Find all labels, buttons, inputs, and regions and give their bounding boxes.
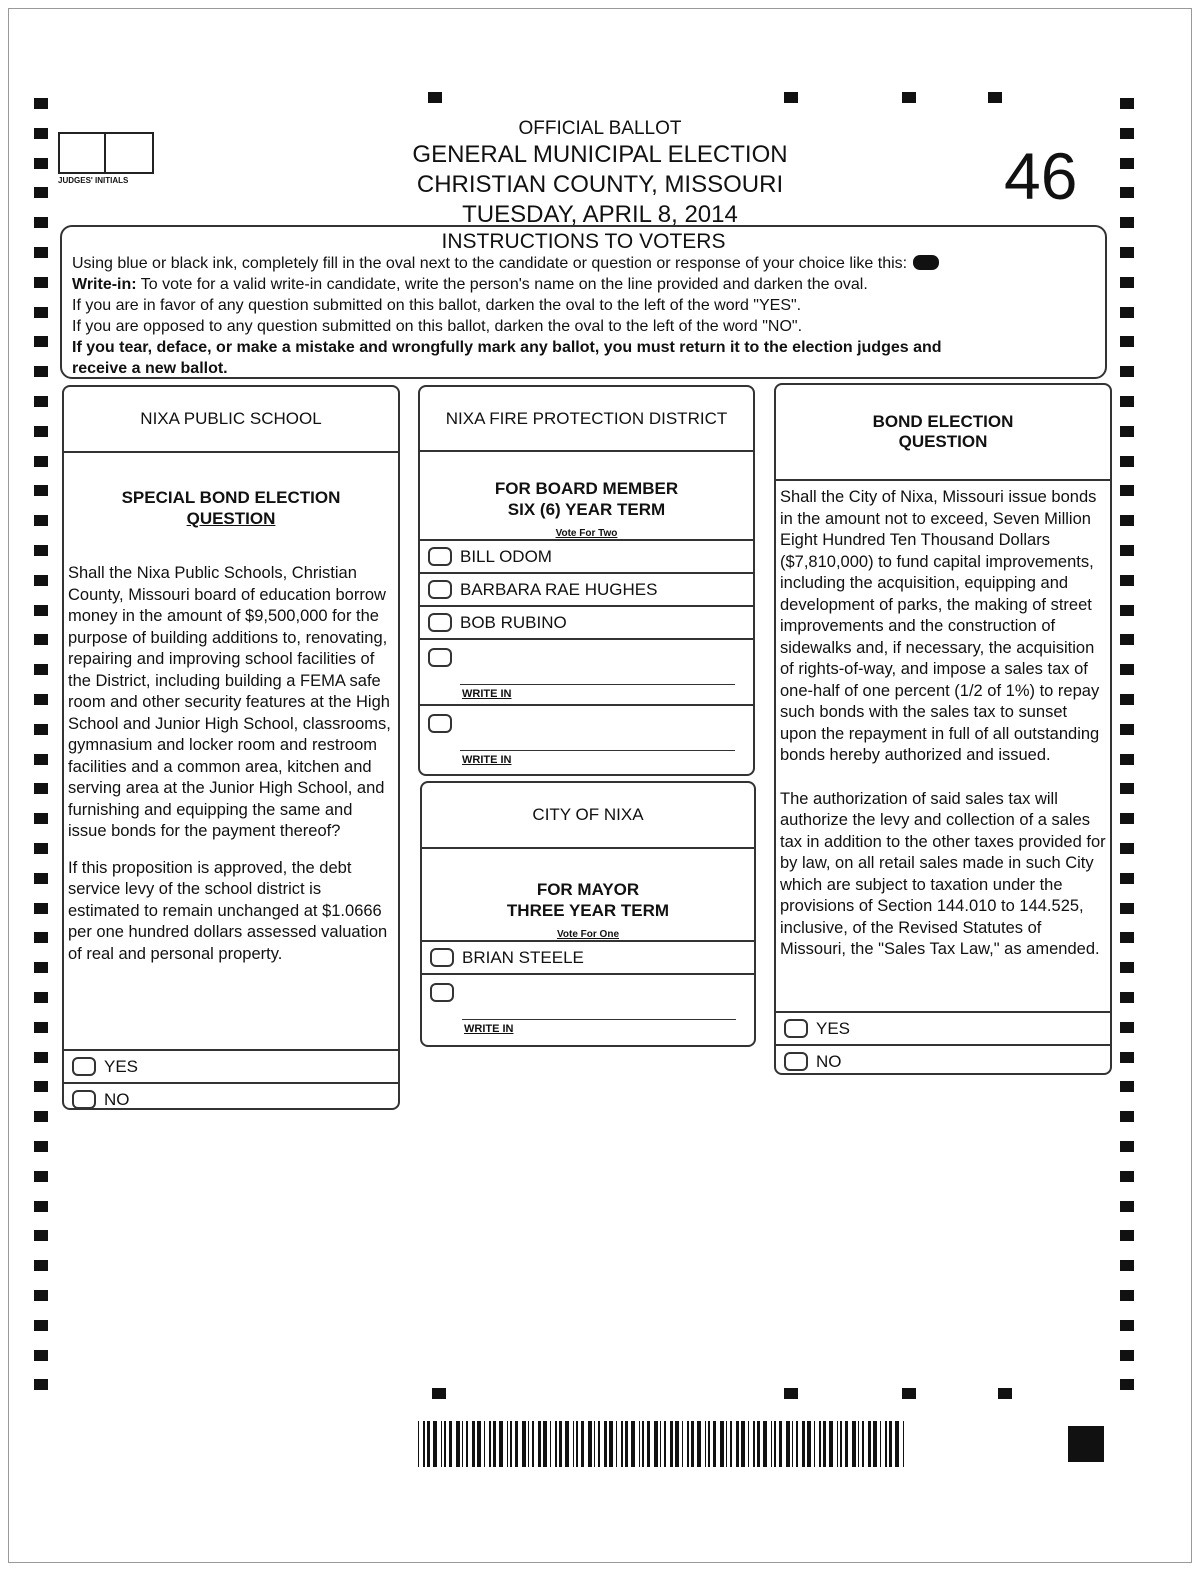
barcode-bar-3 [433,1421,437,1467]
barcode-bar-58 [736,1421,739,1467]
barcode-bar-31 [588,1421,592,1467]
fire-candidate-1[interactable] [420,539,753,572]
school-levy-text: If this proposition is approved, the debt service levy of the school district is estimated to remain unchanged at $1.0666 per one hundred dollars assessed valuation of real and personal property. [68,858,388,963]
fire-candidate-2-name: BARBARA RAE HUGHES [460,579,658,599]
timing-mark-left-6 [34,277,48,288]
barcode-bar-47 [675,1421,679,1467]
election-date: TUESDAY, APRIL 8, 2014 [462,201,738,228]
timing-mark-left-1 [34,128,48,139]
timing-mark-left-35 [34,1141,48,1152]
mayor-writein[interactable] [422,973,754,1039]
mayor-writein-line[interactable] [462,1019,736,1020]
timing-mark-left-9 [34,366,48,377]
timing-mark-right-6 [1120,277,1134,288]
barcode-bar-34 [604,1421,607,1467]
election-title: GENERAL MUNICIPAL ELECTION [412,141,788,168]
timing-mark-left-21 [34,724,48,735]
barcode-bar-53 [708,1421,710,1467]
official-ballot-title: OFFICIAL BALLOT [518,118,682,139]
barcode-bar-24 [550,1421,551,1467]
timing-mark-left-7 [34,307,48,318]
bond-yes-oval[interactable] [784,1019,808,1038]
barcode-bar-80 [858,1421,859,1467]
timing-mark-right-36 [1120,1171,1134,1182]
timing-mark-left-19 [34,664,48,675]
barcode-bar-52 [705,1421,706,1467]
barcode-bar-12 [484,1421,485,1467]
barcode-bar-1 [423,1421,425,1467]
barcode-bar-67 [786,1421,790,1467]
bond-option-yes[interactable] [776,1011,1110,1044]
timing-mark-left-0 [34,98,48,109]
timing-mark-right-32 [1120,1052,1134,1063]
timing-mark-left-2 [34,158,48,169]
timing-mark-right-15 [1120,545,1134,556]
mayor-candidate-1[interactable] [422,940,754,973]
timing-mark-right-41 [1120,1320,1134,1331]
timing-mark-left-26 [34,873,48,884]
school-subhead-1: SPECIAL BOND ELECTION [121,488,341,507]
fire-writein-2[interactable] [420,704,753,770]
city-heading: CITY OF NIXA [422,783,754,849]
bond-heading-2: QUESTION [898,432,988,451]
timing-mark-right-34 [1120,1111,1134,1122]
barcode-bar-13 [489,1421,491,1467]
timing-mark-left-13 [34,485,48,496]
barcode-bar-83 [873,1421,877,1467]
timing-mark-left-42 [34,1350,48,1361]
barcode-bar-40 [639,1421,640,1467]
timing-mark-left-3 [34,187,48,198]
fire-contest [418,385,755,776]
barcode-bar-85 [885,1421,887,1467]
barcode-bar-8 [462,1421,463,1467]
timing-mark-top-0 [428,92,442,103]
timing-mark-right-14 [1120,515,1134,526]
timing-mark-right-5 [1120,247,1134,258]
barcode-bar-5 [444,1421,446,1467]
fire-candidate-2-oval[interactable] [428,580,452,599]
barcode-bar-43 [654,1421,658,1467]
timing-mark-left-41 [34,1320,48,1331]
timing-mark-right-4 [1120,217,1134,228]
mayor-subhead-1: FOR MAYOR [536,880,640,899]
timing-mark-left-43 [34,1379,48,1390]
barcode-bar-81 [862,1421,864,1467]
barcode-bar-2 [427,1421,430,1467]
timing-mark-right-26 [1120,873,1134,884]
timing-mark-right-9 [1120,366,1134,377]
timing-mark-right-38 [1120,1230,1134,1241]
judges-initials-box-2[interactable] [106,132,154,174]
school-yes-label: YES [104,1056,139,1076]
fire-candidate-1-name: BILL ODOM [460,546,552,566]
timing-mark-right-16 [1120,575,1134,586]
instructions-line-favor: If you are in favor of any question submitted on this ballot, darken the oval to the left of the word "YES". [72,297,802,314]
fire-candidate-2[interactable] [420,572,753,605]
timing-mark-left-34 [34,1111,48,1122]
fire-subhead-1: FOR BOARD MEMBER [494,479,679,498]
timing-mark-right-2 [1120,158,1134,169]
instructions-box [60,225,1107,379]
barcode-bar-55 [720,1421,724,1467]
timing-mark-right-35 [1120,1141,1134,1152]
timing-mark-left-24 [34,813,48,824]
timing-mark-right-13 [1120,485,1134,496]
barcode-bar-73 [819,1421,821,1467]
barcode-bar-66 [779,1421,782,1467]
timing-mark-right-21 [1120,724,1134,735]
barcode-bar-15 [499,1421,503,1467]
instructions-line-opposed: If you are opposed to any question submitted on this ballot, darken the oval to the left of the word "NO". [72,318,803,335]
barcode-bar-11 [477,1421,481,1467]
barcode-bar-14 [493,1421,496,1467]
barcode-bar-4 [441,1421,442,1467]
barcode-bar-18 [515,1421,518,1467]
timing-mark-left-30 [34,992,48,1003]
bond-option-no[interactable] [776,1044,1110,1077]
timing-mark-left-28 [34,932,48,943]
barcode-bar-75 [829,1421,833,1467]
barcode-bar-59 [741,1421,745,1467]
timing-mark-left-22 [34,754,48,765]
barcode-bar-21 [532,1421,534,1467]
barcode-bar-38 [625,1421,628,1467]
instructions-fill-text: Using blue or black ink, completely fill in the oval next to the candidate or question or response of your choice like this: [72,255,908,272]
barcode-bar-49 [687,1421,689,1467]
timing-mark-right-24 [1120,813,1134,824]
county-title: CHRISTIAN COUNTY, MISSOURI [416,171,784,198]
fire-writein-1-label: WRITE IN [462,688,512,700]
mayor-vote-for: Vote For One [556,929,620,940]
barcode-bar-57 [730,1421,732,1467]
instructions-title: INSTRUCTIONS TO VOTERS [441,230,726,253]
barcode-bar-84 [880,1421,881,1467]
timing-mark-left-38 [34,1230,48,1241]
timing-mark-left-37 [34,1201,48,1212]
barcode-bar-61 [753,1421,755,1467]
barcode-bar-54 [713,1421,716,1467]
barcode-bar-87 [895,1421,899,1467]
timing-mark-left-33 [34,1081,48,1092]
barcode-bar-28 [573,1421,574,1467]
fire-candidate-3-name: BOB RUBINO [460,612,567,632]
fire-heading: NIXA FIRE PROTECTION DISTRICT [420,387,753,452]
barcode-bar-36 [616,1421,617,1467]
timing-mark-right-12 [1120,456,1134,467]
timing-mark-left-16 [34,575,48,586]
barcode-bar-68 [792,1421,793,1467]
timing-mark-right-18 [1120,634,1134,645]
instructions-line-writein [72,274,1095,295]
fire-writein-1-oval[interactable] [428,648,452,667]
barcode-bar-71 [807,1421,811,1467]
barcode-bar-39 [631,1421,635,1467]
barcode-bar-6 [449,1421,452,1467]
school-yes-oval[interactable] [72,1057,96,1076]
fire-writein-1[interactable] [420,638,753,704]
school-heading: NIXA PUBLIC SCHOOL [64,387,398,453]
timing-mark-right-10 [1120,396,1134,407]
timing-mark-right-29 [1120,962,1134,973]
timing-mark-bottom-3 [998,1388,1012,1399]
fire-subhead-2: SIX (6) YEAR TERM [507,500,666,519]
barcode-bar-16 [507,1421,508,1467]
timing-mark-top-1 [784,92,798,103]
barcode-bar-74 [823,1421,826,1467]
barcode-bar-20 [528,1421,529,1467]
timing-mark-right-25 [1120,843,1134,854]
timing-mark-left-12 [34,456,48,467]
barcode-bar-45 [664,1421,666,1467]
timing-mark-right-43 [1120,1379,1134,1390]
timing-mark-right-0 [1120,98,1134,109]
timing-mark-left-8 [34,336,48,347]
school-no-label: NO [104,1089,130,1109]
barcode-bar-62 [757,1421,760,1467]
fire-writein-1-line[interactable] [460,684,735,685]
barcode-bar-37 [621,1421,623,1467]
corner-registration-mark [1068,1426,1104,1462]
instructions-line-tear-1: If you tear, deface, or make a mistake and wrongfully mark any ballot, you must return it to the election judges and [72,339,942,356]
timing-mark-left-23 [34,783,48,794]
timing-mark-left-17 [34,605,48,616]
barcode-bar-10 [472,1421,475,1467]
timing-mark-left-39 [34,1260,48,1271]
barcode-bar-7 [456,1421,460,1467]
barcode-bar-70 [802,1421,805,1467]
timing-mark-right-30 [1120,992,1134,1003]
fire-candidate-3[interactable] [420,605,753,638]
timing-mark-right-39 [1120,1260,1134,1271]
barcode-bar-17 [510,1421,512,1467]
mayor-contest [420,781,756,1047]
judges-initials-label: JUDGES' INITIALS [58,176,129,185]
timing-mark-left-14 [34,515,48,526]
school-question-text: Shall the Nixa Public Schools, Christian County, Missouri board of education borrow money in the amount of $9,500,000 for the purpose of building additions to, renovating, repairing and improving school facilities of the District, including building a FEMA safe room and other security features at the High School and Junior High School, classrooms, gymnasium and locker room and restroom facilities and a common area, kitchen and serving area at the Junior High School, and furnishing and equipping the same and issue bonds for the payment thereof? [68,564,391,840]
barcode-bar-69 [796,1421,798,1467]
timing-mark-right-7 [1120,307,1134,318]
barcode-bar-56 [726,1421,727,1467]
mayor-writein-oval[interactable] [430,983,454,1002]
bond-contest [774,383,1112,1075]
writein-label: Write-in: [72,276,137,293]
fire-writein-2-line[interactable] [460,750,735,751]
timing-mark-top-3 [988,92,1002,103]
school-subhead-2: QUESTION [186,509,276,528]
timing-mark-right-20 [1120,694,1134,705]
bond-question-text: Shall the City of Nixa, Missouri issue bonds in the amount not to exceed, Seven Million Eight Hundred Ten Thousand Dollars ($7,810,000) to fund capital improvements, including the acquisition, equipping and development of parks, the making of street improvements and the construction of sidewalks and, if necessary, the acquisition of rights-of-way, and impose a sales tax of one-half of one percent (1/2 of 1%) to repay such bonds with the sales tax to sunset upon the repayment in full of all outstanding bonds hereby authorized and issued. [780,488,1100,764]
timing-mark-right-28 [1120,932,1134,943]
timing-mark-left-4 [34,217,48,228]
instructions-line-fill [72,253,1095,274]
barcode-bar-72 [814,1421,815,1467]
ballot-style-number: 46 [1004,139,1078,213]
timing-mark-left-29 [34,962,48,973]
timing-mark-left-5 [34,247,48,258]
barcode-bar-77 [840,1421,842,1467]
bond-heading-1: BOND ELECTION [872,412,1014,431]
timing-mark-left-32 [34,1052,48,1063]
bond-no-label: NO [816,1051,842,1071]
fire-writein-2-oval[interactable] [428,714,452,733]
timing-mark-left-11 [34,426,48,437]
timing-mark-right-33 [1120,1081,1134,1092]
fire-writein-2-label: WRITE IN [462,754,512,766]
barcode-bar-23 [543,1421,547,1467]
bond-yes-label: YES [816,1018,851,1038]
timing-mark-right-31 [1120,1022,1134,1033]
barcode-bar-35 [609,1421,613,1467]
mayor-writein-label: WRITE IN [464,1023,514,1035]
judges-initials [58,132,154,185]
timing-mark-right-27 [1120,903,1134,914]
barcode-bar-9 [466,1421,468,1467]
bond-heading [776,385,1110,481]
mayor-candidate-1-oval[interactable] [430,948,454,967]
barcode-bar-27 [565,1421,569,1467]
barcode-bar-33 [598,1421,600,1467]
school-option-yes[interactable] [64,1049,398,1082]
barcode-bar-64 [771,1421,772,1467]
timing-mark-left-15 [34,545,48,556]
mayor-subhead-2: THREE YEAR TERM [506,901,670,920]
fire-candidate-3-oval[interactable] [428,613,452,632]
barcode-bar-86 [889,1421,892,1467]
bond-no-oval[interactable] [784,1052,808,1071]
barcode-bar-26 [559,1421,562,1467]
barcode-bar-32 [594,1421,595,1467]
mayor-candidate-1-name: BRIAN STEELE [462,947,584,967]
barcode-bar-22 [538,1421,541,1467]
barcode-bar-44 [660,1421,661,1467]
timing-mark-right-8 [1120,336,1134,347]
barcode-bar-60 [748,1421,749,1467]
timing-mark-right-1 [1120,128,1134,139]
timing-mark-top-2 [902,92,916,103]
barcode-bar-82 [868,1421,871,1467]
fire-candidate-1-oval[interactable] [428,547,452,566]
barcode-bar-48 [682,1421,683,1467]
ballot-header [330,118,870,230]
timing-mark-right-22 [1120,754,1134,765]
timing-mark-left-20 [34,694,48,705]
timing-mark-left-18 [34,634,48,645]
timing-mark-bottom-0 [432,1388,446,1399]
timing-mark-right-3 [1120,187,1134,198]
timing-mark-right-40 [1120,1290,1134,1301]
barcode-bar-63 [763,1421,767,1467]
timing-mark-left-40 [34,1290,48,1301]
barcode-bar-30 [581,1421,584,1467]
barcode-bar-76 [837,1421,838,1467]
barcode-bar-79 [852,1421,856,1467]
bond-authorization-text: The authorization of said sales tax will authorize the levy and collection of a sales tax in addition to the other taxes provided for by law, on all retail sales made in such City which are subject to taxation under the provisions of Section 144.010 to 144.525, inclusive, of the Revised Statutes of Missouri, the "Sales Tax Law," as amended. [780,789,1106,958]
barcode-bar-41 [642,1421,644,1467]
barcode-bar-25 [555,1421,557,1467]
barcode-bar-78 [845,1421,848,1467]
timing-mark-left-10 [34,396,48,407]
barcode-bar-50 [691,1421,694,1467]
judges-initials-box-1[interactable] [58,132,106,174]
ballot-barcode [418,1421,906,1467]
school-no-oval[interactable] [72,1090,96,1109]
timing-mark-left-25 [34,843,48,854]
timing-mark-right-11 [1120,426,1134,437]
timing-mark-right-19 [1120,664,1134,675]
barcode-bar-65 [774,1421,776,1467]
timing-mark-left-27 [34,903,48,914]
school-option-no[interactable] [64,1082,398,1115]
timing-mark-right-23 [1120,783,1134,794]
barcode-bar-46 [670,1421,673,1467]
school-contest [62,385,400,1110]
barcode-bar-29 [576,1421,578,1467]
timing-mark-right-17 [1120,605,1134,616]
timing-mark-left-36 [34,1171,48,1182]
barcode-bar-0 [418,1421,419,1467]
timing-mark-right-37 [1120,1201,1134,1212]
timing-mark-bottom-2 [902,1388,916,1399]
timing-mark-right-42 [1120,1350,1134,1361]
barcode-bar-88 [903,1421,904,1467]
writein-text: To vote for a valid write-in candidate, write the person's name on the line provided and darken the oval. [140,276,868,293]
timing-mark-bottom-1 [784,1388,798,1399]
instructions-line-tear-2: receive a new ballot. [72,360,228,377]
filled-oval-sample [913,255,939,270]
barcode-bar-19 [522,1421,526,1467]
fire-vote-for: Vote For Two [555,528,618,539]
barcode-bar-51 [697,1421,701,1467]
barcode-bar-42 [647,1421,650,1467]
timing-mark-left-31 [34,1022,48,1033]
